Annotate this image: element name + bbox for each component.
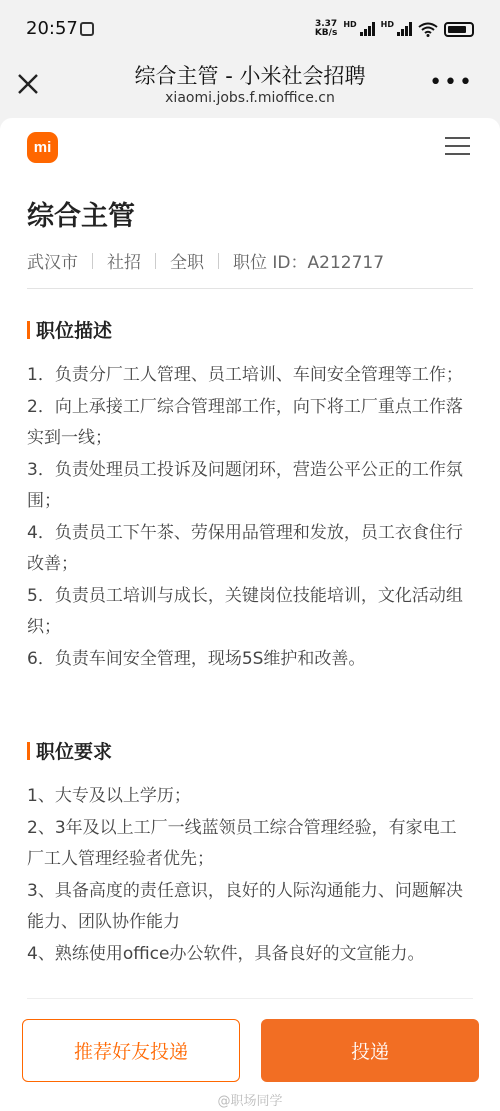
list-item: 2．向上承接工厂综合管理部工作，向下将工厂重点工作落实到一线； [27, 396, 463, 448]
section-heading-description: 职位描述 [27, 316, 112, 343]
apply-button[interactable]: 投递 [261, 1019, 479, 1082]
page-url: xiaomi.jobs.f.mioffice.cn [165, 90, 335, 106]
signal-icon [360, 22, 375, 36]
list-item: 1．负责分厂工人管理、员工培训、车间安全管理等工作； [27, 365, 463, 385]
list-item: 3、具备高度的责任意识，良好的人际沟通能力、问题解决能力、团队协作能力 [27, 880, 463, 932]
list-item: 6．负责车间安全管理，现场5S维护和改善。 [27, 648, 366, 669]
action-bar [0, 1000, 500, 1111]
job-location: 武汉市 [27, 253, 78, 273]
meta-separator [155, 253, 156, 269]
watermark: @职场同学 [217, 1094, 283, 1109]
hd-label-2: HD [380, 20, 394, 29]
app-notification-icon [80, 22, 94, 36]
battery-icon [444, 22, 474, 37]
list-item: 1、大专及以上学历； [27, 786, 191, 806]
hamburger-menu-icon[interactable] [445, 137, 470, 157]
divider [27, 288, 473, 289]
status-indicators [315, 20, 474, 38]
wifi-icon [418, 22, 438, 37]
recommend-friend-button[interactable]: 推荐好友投递 [22, 1019, 240, 1082]
list-item: 3．负责处理员工投诉及问题闭环，营造公平公正的工作氛围； [27, 459, 463, 511]
browser-navbar [0, 58, 500, 116]
network-speed [315, 20, 337, 38]
job-id: 职位 ID：A212717 [233, 253, 385, 273]
job-type: 社招 [107, 253, 141, 273]
description-list [27, 360, 470, 675]
hd-label: HD [343, 20, 357, 29]
list-item: 4．负责员工下午茶、劳保用品管理和发放，员工衣食住行改善； [27, 522, 463, 574]
meta-separator [218, 253, 219, 269]
job-meta [27, 248, 384, 273]
signal-icon-2 [397, 22, 412, 36]
status-bar [0, 0, 500, 58]
list-item: 4、熟练使用office办公软件，具备良好的文宣能力。 [27, 943, 425, 964]
list-item: 5．负责员工培训与成长，关键岗位技能培训，文化活动组织； [27, 585, 463, 637]
more-options-icon[interactable]: ••• [429, 70, 474, 95]
requirements-list [27, 781, 470, 970]
job-title: 综合主管 [27, 201, 135, 232]
xiaomi-logo[interactable]: mi [27, 132, 58, 163]
page-title: 综合主管 - 小米社会招聘 [134, 64, 366, 88]
network-speed-unit: KB/s [314, 28, 338, 38]
meta-separator [92, 253, 93, 269]
job-employment: 全职 [170, 253, 204, 273]
page-content [0, 118, 500, 1111]
status-time: 20:57 [26, 18, 78, 39]
list-item: 2、3年及以上工厂一线蓝领员工综合管理经验，有家电工厂工人管理经验者优先； [27, 817, 457, 869]
network-speed-value: 3.37 [314, 19, 338, 29]
divider [27, 998, 473, 999]
section-heading-requirements: 职位要求 [27, 737, 112, 764]
